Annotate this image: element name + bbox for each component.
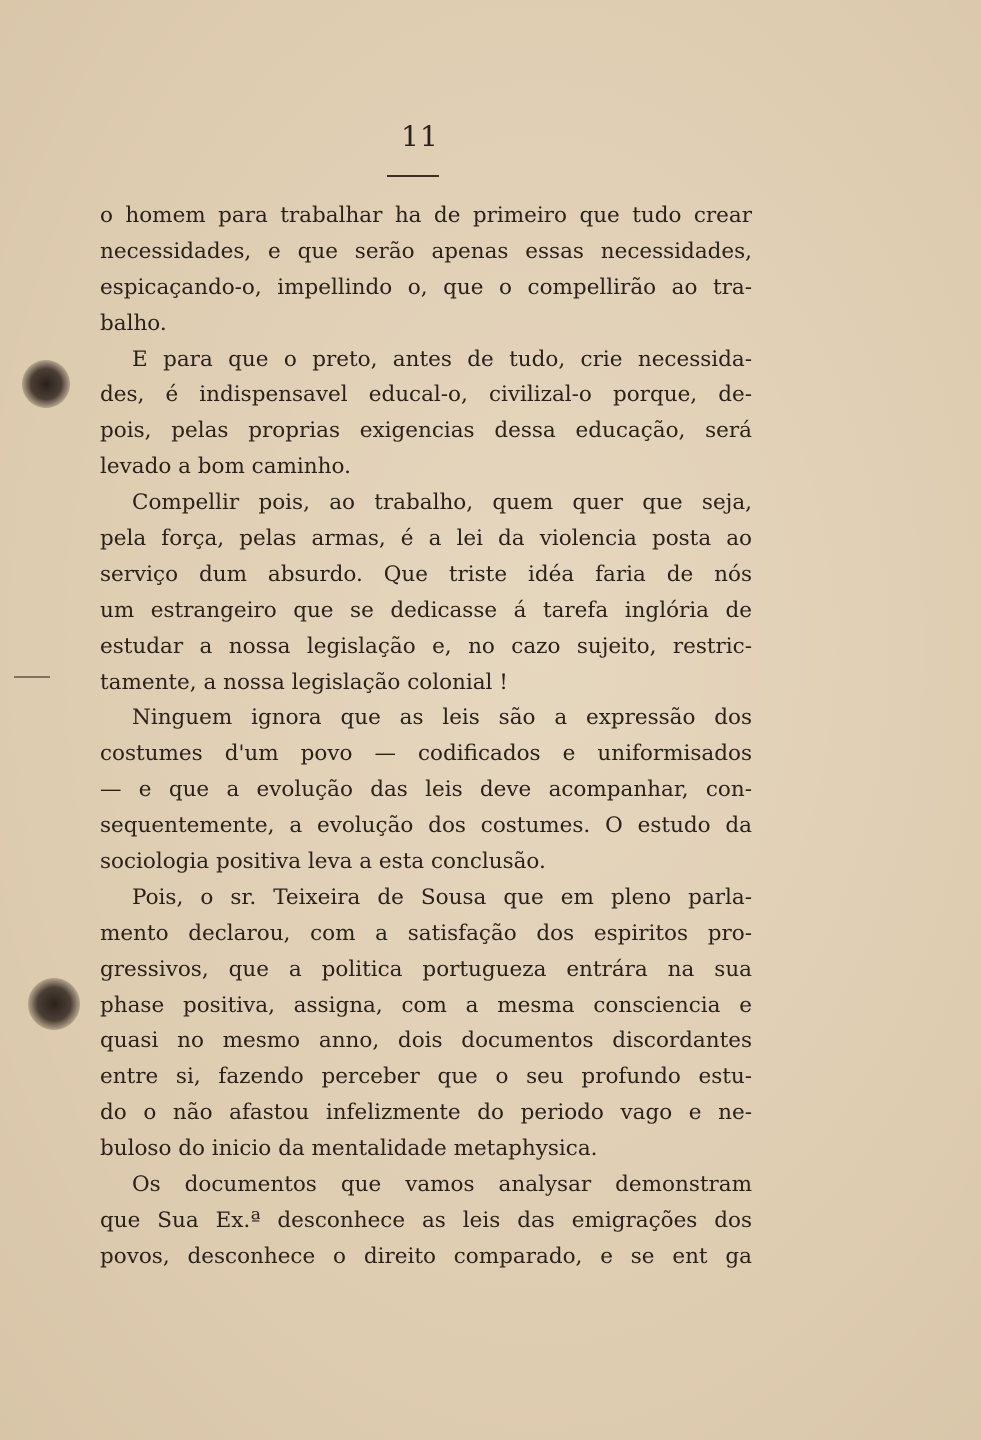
text-line: serviço dum absurdo. Que triste idéa faria de nós xyxy=(100,561,752,587)
text-line: costumes d'um povo — codificados e uniformisados xyxy=(100,741,752,767)
text-line: do o não afastou infelizmente do periodo vago e ne- xyxy=(100,1100,752,1126)
text-line: Ninguem ignora que as leis são a expressão dos xyxy=(132,705,752,731)
text-line: sociologia positiva leva a esta conclusão. xyxy=(100,849,546,875)
text-line: espicaçando-o, impellindo o, que o compellirão ao tra- xyxy=(100,274,752,300)
text-line: Pois, o sr. Teixeira de Sousa que em pleno parla- xyxy=(132,884,752,910)
page-number: 11 xyxy=(401,120,439,153)
text-line: levado a bom caminho. xyxy=(100,454,351,480)
text-line: sequentemente, a evolução dos costumes. O estudo da xyxy=(100,813,752,839)
text-line: buloso do inicio da mentalidade metaphysica. xyxy=(100,1136,598,1162)
text-line: tamente, a nossa legislação colonial ! xyxy=(100,669,508,695)
text-line: estudar a nossa legislação e, no cazo sujeito, restric- xyxy=(100,633,752,659)
text-line: um estrangeiro que se dedicasse á tarefa inglória de xyxy=(100,597,752,623)
text-line: E para que o preto, antes de tudo, crie necessida- xyxy=(132,346,752,372)
text-line: necessidades, e que serão apenas essas necessidades, xyxy=(100,238,752,264)
text-line: entre si, fazendo perceber que o seu profundo estu- xyxy=(100,1064,752,1090)
text-line: Os documentos que vamos analysar demonstram xyxy=(132,1172,752,1198)
text-line: pela força, pelas armas, é a lei da violencia posta ao xyxy=(100,526,752,552)
header-rule xyxy=(387,175,439,177)
text-line: gressivos, que a politica portugueza entrára na sua xyxy=(100,956,752,982)
text-line: pois, pelas proprias exigencias dessa educação, será xyxy=(100,418,752,444)
text-line: des, é indispensavel educal-o, civilizal-o porque, de- xyxy=(100,382,752,408)
text-line: o homem para trabalhar ha de primeiro que tudo crear xyxy=(100,203,752,228)
text-line: phase positiva, assigna, com a mesma consciencia e xyxy=(100,992,752,1018)
text-line: quasi no mesmo anno, dois documentos discordantes xyxy=(100,1028,752,1054)
binding-hole-bottom xyxy=(28,978,80,1030)
text-line: que Sua Ex.ª desconhece as leis das emigrações dos xyxy=(100,1207,752,1233)
text-line: balho. xyxy=(100,310,167,336)
body-text xyxy=(100,198,752,1275)
text-line: mento declarou, com a satisfação dos espiritos pro- xyxy=(100,920,752,946)
binding-hole-top xyxy=(22,360,70,408)
text-line: povos, desconhece o direito comparado, e se ent ga xyxy=(100,1243,752,1269)
text-line: — e que a evolução das leis deve acompanhar, con- xyxy=(100,777,752,803)
text-line: Compellir pois, ao trabalho, quem quer que seja, xyxy=(132,490,752,516)
margin-mark xyxy=(14,676,50,678)
